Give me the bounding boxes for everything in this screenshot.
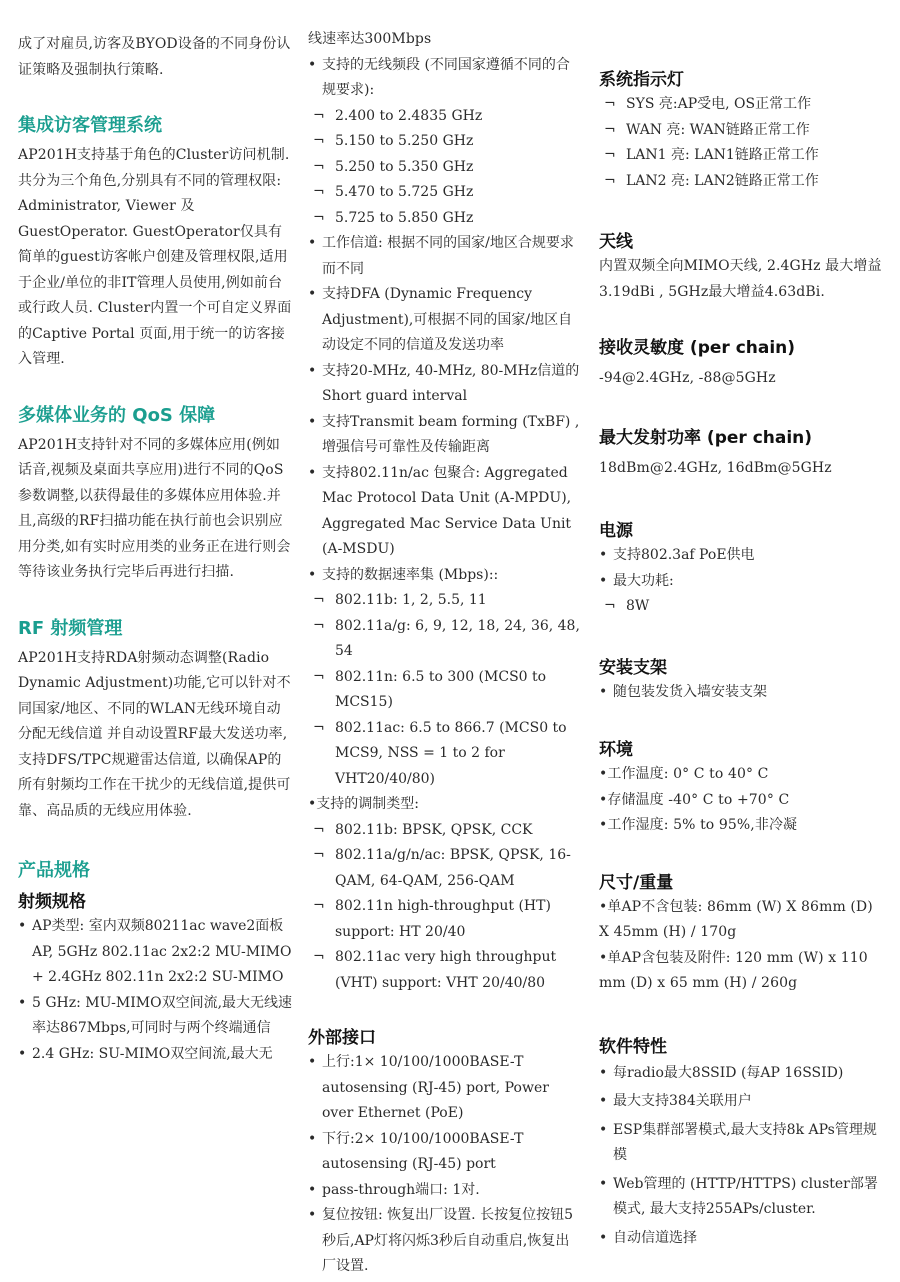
mod-item: ¬ 802.11a/g/n/ac: BPSK, QPSK, 16-QAM, 64-QAM, 256-QAM	[308, 843, 583, 894]
list-item: • 每radio最大8SSID (每AP 16SSID)	[599, 1061, 884, 1087]
band-item: ¬ 5.250 to 5.350 GHz	[308, 155, 583, 181]
bullet-icon: •	[308, 235, 317, 251]
list-item: • 上行:1× 10/100/1000BASE-T autosensing (RJ-45) port, Power over Ethernet (PoE)	[308, 1050, 583, 1127]
bullet-icon: •	[308, 1054, 317, 1070]
list-item: • 2.4 GHz: SU-MIMO双空间流,最大无	[18, 1042, 293, 1068]
rate-item: ¬ 802.11n: 6.5 to 300 (MCS0 to MCS15)	[308, 665, 583, 716]
radio-spec-title: 射频规格	[18, 892, 86, 912]
column-2	[308, 0, 583, 1280]
band-item: ¬ 2.400 to 2.4835 GHz	[308, 104, 583, 130]
list-item: • 支持DFA (Dynamic Frequency Adjustment),可根据不同的国家/地区自动设定不同的信道及发送功率	[308, 282, 583, 359]
bullet-icon: •	[599, 1093, 608, 1109]
env-item: •工作湿度: 5% to 95%,非冷凝	[599, 817, 798, 833]
list-item: • 支持20-MHz, 40-MHz, 80-MHz信道的Short guard interval	[308, 359, 583, 410]
list-item: • 支持802.11n/ac 包聚合: Aggregated Mac Protocol Data Unit (A-MPDU), Aggregated Mac Service Data Unit (A-MSDU)	[308, 461, 583, 563]
dash-icon: ¬	[604, 121, 616, 138]
list-item: • 支持Transmit beam forming (TxBF) ,增强信号可靠性及传输距离	[308, 410, 583, 461]
band-item: ¬ 5.150 to 5.250 GHz	[308, 129, 583, 155]
bullet-icon: •	[308, 1130, 317, 1147]
bullet-icon: •	[599, 572, 608, 589]
section-title-qos: 多媒体业务的 QoS 保障	[18, 404, 216, 426]
power-sub-item: ¬ 8W	[599, 594, 884, 620]
bullet-icon: •	[308, 1207, 317, 1223]
bullet-icon: •	[599, 1175, 608, 1192]
bullet-icon: •	[308, 796, 317, 812]
list-item: • Web管理的 (HTTP/HTTPS) cluster部署模式, 最大支持255APs/cluster.	[599, 1172, 884, 1223]
tx-power-body: 18dBm@2.4GHz, 16dBm@5GHz	[599, 459, 832, 476]
ext-interface-title: 外部接口	[308, 1028, 376, 1048]
rf-body: AP201H支持RDA射频动态调整(Radio Dynamic Adjustment)功能,它可以针对不同国家/地区、不同的WLAN无线环境自动分配无线信道 并自动设置RF最大发送功率,支持DFS/TPC规避雷达信道, 以确保AP的所有射频均工作在干扰少的无线信道,提供可靠、高品质的无线应用体验.	[18, 649, 291, 819]
led-item: ¬ LAN2 亮: LAN2链路正常工作	[599, 169, 884, 195]
dash-icon: ¬	[604, 147, 616, 163]
power-title: 电源	[599, 521, 633, 541]
bullet-icon: •	[308, 286, 317, 302]
bullet-icon: •	[308, 1181, 317, 1198]
antenna-body: 内置双频全向MIMO天线, 2.4GHz 最大增益3.19dBi , 5GHz最大增益4.63dBi.	[599, 258, 882, 300]
section-title-spec: 产品规格	[18, 860, 90, 881]
list-item: • ESP集群部署模式,最大支持8k APs管理规模	[599, 1118, 884, 1169]
bullet-icon: •	[18, 918, 27, 934]
list-item: • 支持802.3af PoE供电	[599, 543, 884, 569]
column-3	[599, 0, 884, 1251]
dash-icon: ¬	[313, 719, 325, 736]
dim-item: •单AP不含包装: 86mm (W) X 86mm (D) X 45mm (H) / 170g	[599, 898, 873, 940]
bullet-icon: •	[599, 547, 608, 563]
dim-item: •单AP含包装及附件: 120 mm (W) x 110 mm (D) x 65 mm (H) / 260g	[599, 949, 868, 991]
list-item: • 工作信道: 根据不同的国家/地区合规要求而不同	[308, 231, 583, 282]
list-item: • 最大支持384关联用户	[599, 1089, 884, 1115]
led-item: ¬ LAN1 亮: LAN1链路正常工作	[599, 143, 884, 169]
list-item: • 支持的调制类型:	[308, 792, 583, 818]
sensitivity-body: -94@2.4GHz, -88@5GHz	[599, 370, 776, 386]
dash-icon: ¬	[604, 598, 616, 614]
guest-body: AP201H支持基于角色的Cluster访问机制.共分为三个角色,分别具有不同的管理权限: Administrator, Viewer 及 GuestOperator. GuestOperator仅具有简单的guest访客帐户创建及管理权限,适用于企业/单位的非IT管理人员使用,例如前台或行政人员. Cluster内置一个可自定义界面的Captive Portal 页面,用于统一的访客接入管理.	[18, 147, 292, 367]
list-item: • 支持的数据速率集 (Mbps)::	[308, 563, 583, 589]
bullet-icon: •	[599, 1121, 608, 1138]
bullet-icon: •	[308, 362, 317, 379]
dash-icon: ¬	[604, 172, 616, 189]
dash-icon: ¬	[313, 107, 325, 124]
led-title: 系统指示灯	[599, 70, 684, 90]
dash-icon: ¬	[313, 898, 325, 914]
list-item: • 下行:2× 10/100/1000BASE-T autosensing (RJ-45) port	[308, 1127, 583, 1178]
list-item: • 随包装发货入墙安装支架	[599, 680, 884, 706]
bullet-icon: •	[308, 566, 317, 583]
list-item: • 自动信道选择	[599, 1226, 884, 1252]
env-item: •工作温度: 0° C to 40° C	[599, 766, 769, 782]
list-item: • 最大功耗:	[599, 569, 884, 595]
env-item: •存储温度 -40° C to +70° C	[599, 791, 790, 808]
bullet-icon: •	[308, 413, 317, 430]
mod-item: ¬ 802.11n high-throughput (HT) support: HT 20/40	[308, 894, 583, 945]
intro-text: 成了对雇员,访客及BYOD设备的不同身份认证策略及强制执行策略.	[18, 36, 291, 78]
list-item: • 5 GHz: MU-MIMO双空间流,最大无线速率达867Mbps,可同时与两个终端通信	[18, 991, 293, 1042]
band-item: ¬ 5.725 to 5.850 GHz	[308, 206, 583, 232]
dash-icon: ¬	[604, 96, 616, 112]
bullet-icon: •	[308, 464, 317, 481]
dash-icon: ¬	[313, 158, 325, 175]
software-title: 软件特性	[599, 1036, 667, 1057]
band-item: ¬ 5.470 to 5.725 GHz	[308, 180, 583, 206]
mod-item: ¬ 802.11b: BPSK, QPSK, CCK	[308, 818, 583, 844]
dash-icon: ¬	[313, 133, 325, 149]
bullet-icon: •	[599, 683, 608, 700]
dash-icon: ¬	[313, 847, 325, 863]
dash-icon: ¬	[313, 617, 325, 634]
bullet-icon: •	[18, 994, 27, 1011]
bullet-icon: •	[308, 56, 317, 73]
mount-title: 安装支架	[599, 657, 667, 678]
list-item: • AP类型: 室内双频80211ac wave2面板AP, 5GHz 802.11ac 2x2:2 MU-MIMO + 2.4GHz 802.11n 2x2:2 SU-MIMO	[18, 914, 293, 991]
column-1	[18, 0, 293, 1067]
dash-icon: ¬	[313, 592, 325, 608]
qos-body: AP201H支持针对不同的多媒体应用(例如话音,视频及桌面共享应用)进行不同的QoS参数调整,以获得最佳的多媒体应用体验.并且,高级的RF扫描功能在执行前也会识别应用分类,如有实时应用类的业务正在进行则会等待该业务执行完毕后再进行扫描.	[18, 436, 291, 580]
bullet-icon: •	[599, 1064, 608, 1081]
dash-icon: ¬	[313, 949, 325, 965]
list-item: • 支持的无线频段 (不同国家遵循不同的合规要求):	[308, 53, 583, 104]
dash-icon: ¬	[313, 209, 325, 226]
bullet-icon: •	[18, 1045, 27, 1062]
list-item: • 复位按钮: 恢复出厂设置. 长按复位按钮5秒后,AP灯将闪烁3秒后自动重启,恢复出厂设置.	[308, 1203, 583, 1280]
antenna-title: 天线	[599, 232, 633, 252]
mod-item: ¬ 802.11ac very high throughput (VHT) support: VHT 20/40/80	[308, 945, 583, 996]
env-title: 环境	[599, 740, 633, 760]
section-title-rf: RF 射频管理	[18, 617, 123, 639]
dash-icon: ¬	[313, 668, 325, 685]
rate-item: ¬ 802.11ac: 6.5 to 866.7 (MCS0 to MCS9, NSS = 1 to 2 for VHT20/40/80)	[308, 716, 583, 793]
tx-power-title: 最大发射功率 (per chain)	[599, 427, 813, 448]
rate-item: ¬ 802.11b: 1, 2, 5.5, 11	[308, 588, 583, 614]
radio-cont-text: 线速率达300Mbps	[308, 31, 432, 47]
list-item: • pass-through端口: 1对.	[308, 1178, 583, 1204]
dash-icon: ¬	[313, 821, 325, 838]
sensitivity-title: 接收灵敏度 (per chain)	[599, 338, 796, 358]
section-title-guest: 集成访客管理系统	[18, 115, 162, 136]
led-item: ¬ SYS 亮:AP受电, OS正常工作	[599, 92, 884, 118]
dimensions-title: 尺寸/重量	[599, 872, 674, 893]
rate-item: ¬ 802.11a/g: 6, 9, 12, 18, 24, 36, 48, 54	[308, 614, 583, 665]
led-item: ¬ WAN 亮: WAN链路正常工作	[599, 118, 884, 144]
dash-icon: ¬	[313, 184, 325, 200]
bullet-icon: •	[599, 1229, 608, 1246]
